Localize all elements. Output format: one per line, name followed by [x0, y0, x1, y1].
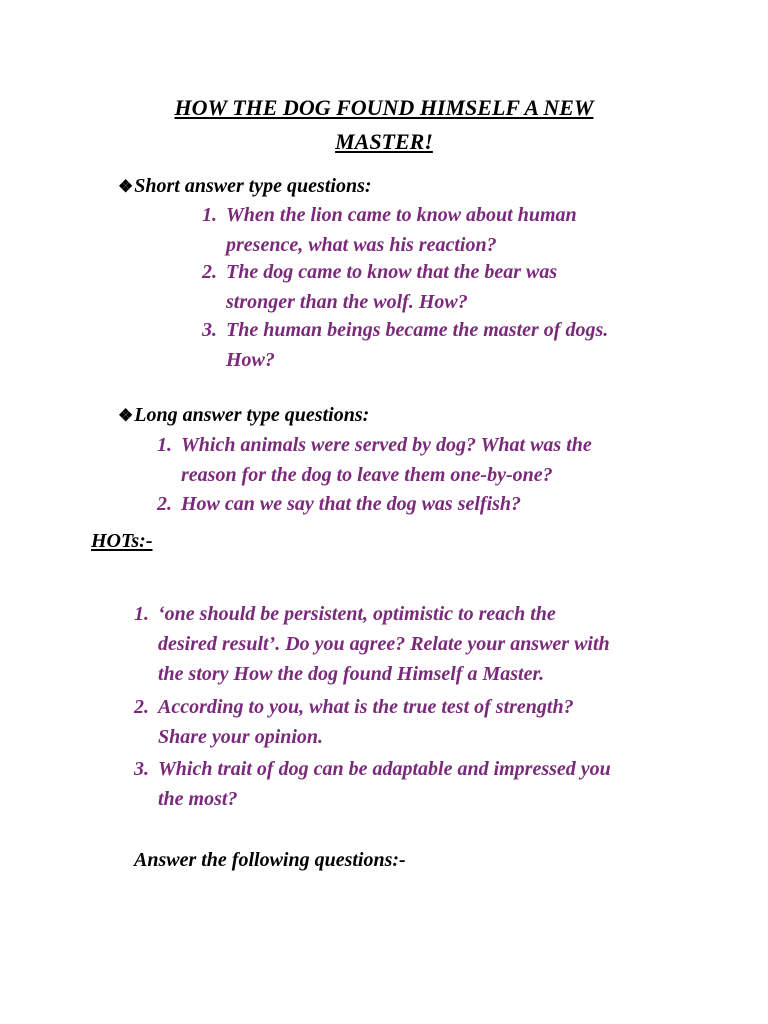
question-text-line: How can we say that the dog was selfish? — [181, 493, 522, 515]
question-text-line: the story How the dog found Himself a Master. — [158, 663, 545, 685]
long-answer-heading-text: Long answer type questions: — [134, 404, 370, 426]
long-question-2 — [157, 489, 521, 519]
question-text-line: According to you, what is the true test of strength? — [158, 696, 574, 718]
question-number: 1. — [202, 204, 217, 226]
short-question-2 — [202, 257, 557, 317]
question-number: 3. — [202, 319, 217, 341]
question-text-line: reason for the dog to leave them one-by-one? — [181, 464, 553, 486]
question-number: 1. — [134, 603, 149, 625]
long-question-1 — [157, 430, 592, 490]
question-text-line: How? — [226, 349, 275, 371]
question-text-line: The human beings became the master of dogs. — [226, 319, 609, 341]
hots-question-2 — [134, 692, 574, 752]
short-question-1 — [202, 200, 577, 260]
question-number: 2. — [157, 493, 172, 515]
four-diamond-bullet-icon: ❖ — [118, 177, 134, 196]
question-text-line: Which trait of dog can be adaptable and impressed you — [158, 758, 611, 780]
short-answer-heading — [118, 175, 372, 198]
question-text-line: desired result’. Do you agree? Relate your answer with — [158, 633, 610, 655]
short-answer-heading-text: Short answer type questions: — [134, 175, 372, 197]
title-line-2: MASTER! — [335, 129, 433, 154]
question-text-line: stronger than the wolf. How? — [226, 291, 468, 313]
question-text-line: The dog came to know that the bear was — [226, 261, 558, 283]
closing-instruction: Answer the following questions:- — [134, 849, 406, 871]
question-text-line: the most? — [158, 788, 238, 810]
hots-question-1 — [134, 599, 610, 689]
question-number: 3. — [134, 758, 149, 780]
question-number: 2. — [202, 261, 217, 283]
hots-question-3 — [134, 754, 611, 814]
title-line-1: HOW THE DOG FOUND HIMSELF A NEW — [174, 95, 594, 120]
question-text-line: Which animals were served by dog? What was the — [181, 434, 592, 456]
question-text-line: Share your opinion. — [158, 726, 324, 748]
short-question-3 — [202, 315, 608, 375]
page-title — [100, 95, 668, 155]
question-text-line: ‘one should be persistent, optimistic to reach the — [158, 603, 556, 625]
question-number: 1. — [157, 434, 172, 456]
question-text-line: When the lion came to know about human — [226, 204, 577, 226]
four-diamond-bullet-icon: ❖ — [118, 406, 134, 425]
hots-heading: HOTs:- — [91, 530, 153, 552]
question-text-line: presence, what was his reaction? — [226, 234, 497, 256]
long-answer-heading — [118, 404, 369, 427]
question-number: 2. — [134, 696, 149, 718]
